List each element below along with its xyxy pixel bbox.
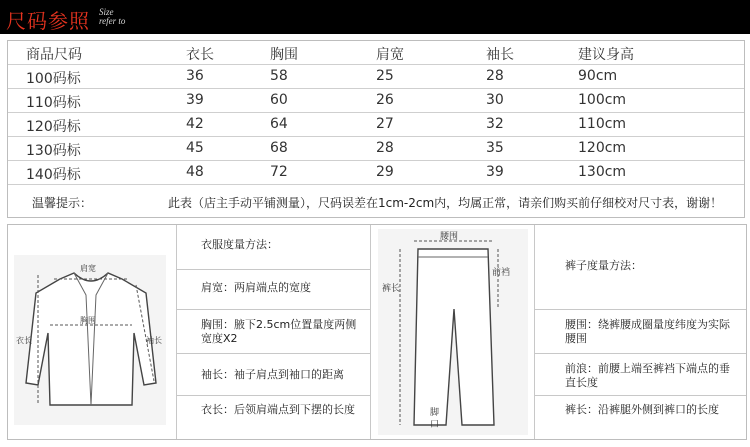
rise-label: 前裆 <box>492 268 511 278</box>
table-row <box>8 65 744 89</box>
table-row <box>8 113 744 137</box>
sleeve-label: 袖长 <box>146 336 162 345</box>
table-cell: 120码标 <box>26 119 81 135</box>
table-cell: 140码标 <box>26 167 81 183</box>
table-cell: 64 <box>270 116 288 132</box>
chest-label: 胸围 <box>80 316 96 325</box>
divider <box>176 269 370 270</box>
divider <box>370 225 371 439</box>
table-cell: 110码标 <box>26 95 81 111</box>
table-cell: 100cm <box>578 92 627 108</box>
shirt-diagram <box>14 255 166 425</box>
divider <box>534 225 535 439</box>
divider <box>534 353 746 354</box>
table-cell: 28 <box>376 140 394 156</box>
hem-label-1: 脚 <box>430 408 440 418</box>
table-cell: 25 <box>376 68 394 84</box>
shirt-item: 胸围：腋下2.5cm位置量度两侧宽度X2 <box>201 318 357 345</box>
table-cell: 32 <box>486 116 504 132</box>
table-cell: 29 <box>376 164 394 180</box>
waist-label: 腰围 <box>440 232 459 242</box>
pants-item: 裤长：沿裤腿外侧到裤口的长度 <box>565 403 719 416</box>
divider <box>176 395 370 396</box>
divider <box>176 353 370 354</box>
page-title: 尺码参照 <box>6 9 90 33</box>
table-row <box>8 137 744 161</box>
size-table <box>7 40 745 218</box>
table-cell: 130cm <box>578 164 627 180</box>
shirt-method-title: 衣服度量方法： <box>201 238 278 251</box>
pants-method-title: 裤子度量方法： <box>565 259 642 272</box>
shirt-item: 袖长：袖子肩点到袖口的距离 <box>201 368 344 381</box>
divider <box>534 395 746 396</box>
pants-item: 前浪：前腰上端至裤裆下端点的垂直长度 <box>565 362 730 389</box>
header-bar <box>0 0 750 34</box>
table-cell: 130码标 <box>26 143 81 159</box>
table-cell: 60 <box>270 92 288 108</box>
table-cell: 36 <box>186 68 204 84</box>
subtitle-line-2: refer to <box>99 16 126 26</box>
table-row <box>8 161 744 185</box>
note-label: 温馨提示： <box>32 196 93 210</box>
shirt-item: 肩宽：两肩端点的宽度 <box>201 281 311 294</box>
column-header: 衣长 <box>186 47 214 63</box>
table-cell: 58 <box>270 68 288 84</box>
measurement-guide <box>7 224 747 440</box>
table-header-row <box>8 41 744 65</box>
pants-item: 腰围：绕裤腰成圈量度纬度为实际腰围 <box>565 318 730 345</box>
table-cell: 90cm <box>578 68 618 84</box>
note-text: 此表（店主手动平铺测量），尺码误差在1cm-2cm内，均属正常，请亲们购买前仔细校对尺寸表，谢谢！ <box>168 196 723 210</box>
table-cell: 27 <box>376 116 394 132</box>
table-cell: 42 <box>186 116 204 132</box>
divider <box>176 225 177 439</box>
table-cell: 110cm <box>578 116 627 132</box>
table-cell: 120cm <box>578 140 627 156</box>
hem-label-2: 口 <box>430 420 440 430</box>
column-header: 建议身高 <box>578 47 634 63</box>
length-label: 衣长 <box>16 336 32 345</box>
table-cell: 30 <box>486 92 504 108</box>
subtitle-line-1: Size <box>99 7 114 17</box>
column-header: 商品尺码 <box>26 47 82 63</box>
column-header: 袖长 <box>486 47 514 63</box>
table-cell: 39 <box>486 164 504 180</box>
table-cell: 28 <box>486 68 504 84</box>
table-row <box>8 89 744 113</box>
table-cell: 48 <box>186 164 204 180</box>
column-header: 肩宽 <box>376 47 404 63</box>
table-cell: 72 <box>270 164 288 180</box>
table-cell: 35 <box>486 140 504 156</box>
table-cell: 45 <box>186 140 204 156</box>
size-note <box>8 186 744 216</box>
page-subtitle <box>99 8 125 26</box>
table-cell: 39 <box>186 92 204 108</box>
shirt-item: 衣长：后领肩端点到下摆的长度 <box>201 403 355 416</box>
divider <box>176 309 370 310</box>
table-cell: 26 <box>376 92 394 108</box>
divider <box>534 309 746 310</box>
table-cell: 100码标 <box>26 71 81 87</box>
pants-diagram <box>378 229 528 435</box>
pants-length-label: 裤长 <box>382 284 401 294</box>
table-cell: 68 <box>270 140 288 156</box>
column-header: 胸围 <box>270 47 298 63</box>
shoulder-label: 肩宽 <box>80 264 96 273</box>
